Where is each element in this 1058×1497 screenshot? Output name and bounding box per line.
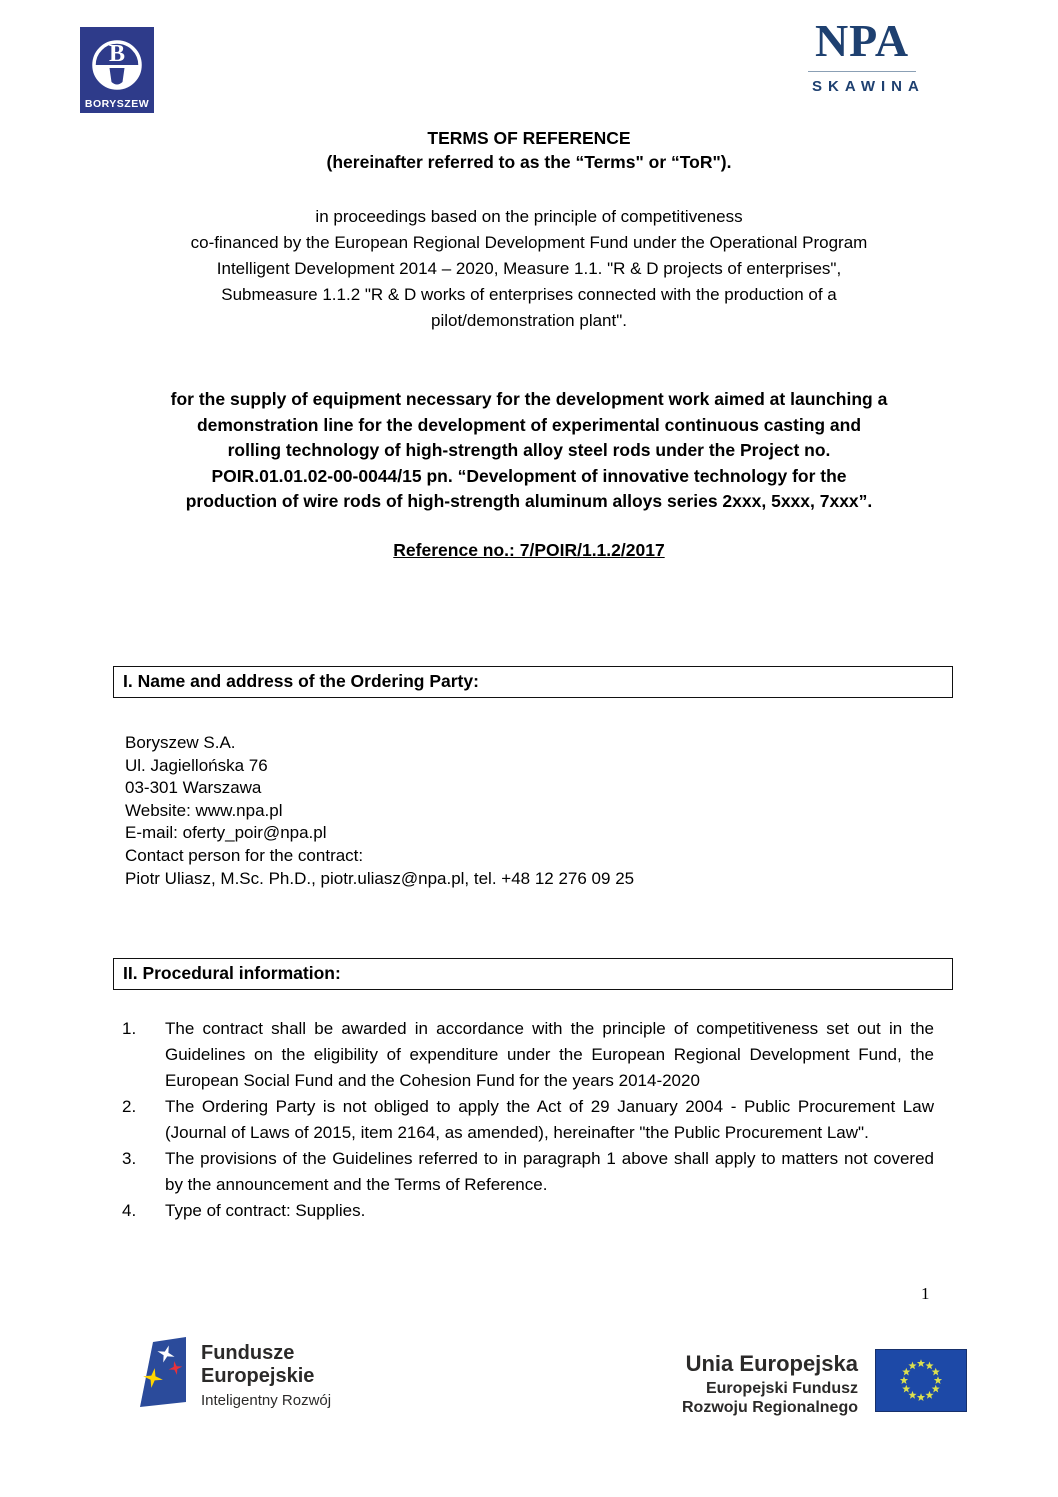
boryszew-letter: B [108,41,126,67]
boryszew-logo-icon [80,27,154,113]
eu-funds-subtitle: Inteligentny Rozwój [201,1392,332,1409]
section-i-heading-box [113,666,953,698]
npa-city: SKAWINA [812,78,925,95]
procedural-list [122,1016,934,1224]
section-i-heading: I. Name and address of the Ordering Party: [123,671,479,691]
proceedings-paragraph: in proceedings based on the principle of competitiveness co-financed by the European Regional Development Fund under the Operational Program Intelligent Development 2014 – 2020, Measure 1.1. "R & D projects of enterprises", Submeasure 1.1.2 "R & D works of enterprises connected with the production of a pilot/demonstration plant". [190,207,868,330]
eu-union-text [682,1349,858,1417]
section-ii-heading: II. Procedural information: [123,963,341,983]
eu-funds-flag-icon [140,1337,186,1407]
list-item: The provisions of the Guidelines referred to in paragraph 1 above shall apply to matters not covered by the announcement and the Terms of Reference. [165,1149,934,1194]
npa-logo [806,15,925,95]
npa-acronym: NPA [814,15,910,66]
npa-divider [808,71,916,72]
ordering-party-address: Boryszew S.A. Ul. Jagiellońska 76 03-301 Warszawa Website: www.npa.pl E-mail: oferty_poir@npa.pl Contact person for the contract: Piotr Uliasz, M.Sc. Ph.D., piotr.uliasz@npa.pl, tel. +48 12 276 09 25 [125,733,635,888]
eu-union-subtitle: Europejski Fundusz Rozwoju Regionalnego [682,1380,858,1416]
eu-funds-title: Fundusze Europejskie [201,1342,315,1387]
title-line-1: TERMS OF REFERENCE [427,128,631,148]
eu-funds-logo [140,1337,331,1409]
list-item: The contract shall be awarded in accordance with the principle of competitiveness set out in the Guidelines on the eligibility of expenditure under the European Regional Development Fund, the European Social Fund and the Cohesion Fund for the years 2014-2020 [165,1019,934,1090]
subject-paragraph: for the supply of equipment necessary for the development work aimed at launching a demonstration line for the development of experimental continuous casting and rolling technology of high-strength alloy steel rods under the Project no. POIR.01.01.02-00-0044/15 pn. “Development of innovative technology for the production of wire rods of high-strength aluminum alloys series 2xxx, 5xxx, 7xxx”. [170,389,888,511]
document-title [0,126,1058,174]
title-line-2: (hereinafter referred to as the “Terms" or “ToR"). [326,152,732,172]
boryszew-wordmark: BORYSZEW [84,98,150,110]
page-number: 1 [921,1284,930,1303]
list-item: The Ordering Party is not obliged to apply the Act of 29 January 2004 - Public Procurement Law (Journal of Laws of 2015, item 2164, as amended), hereinafter "the Public Procurement Law". [165,1097,934,1142]
list-item: Type of contract: Supplies. [165,1201,366,1220]
eu-union-title: Unia Europejska [685,1351,858,1376]
section-ii-heading-box [113,958,953,990]
reference-number: Reference no.: 7/POIR/1.1.2/2017 [393,540,665,560]
boryszew-logo [80,27,154,113]
eu-funds-text [201,1337,331,1409]
eu-union-logo [682,1349,967,1417]
eu-flag-icon [875,1349,967,1412]
